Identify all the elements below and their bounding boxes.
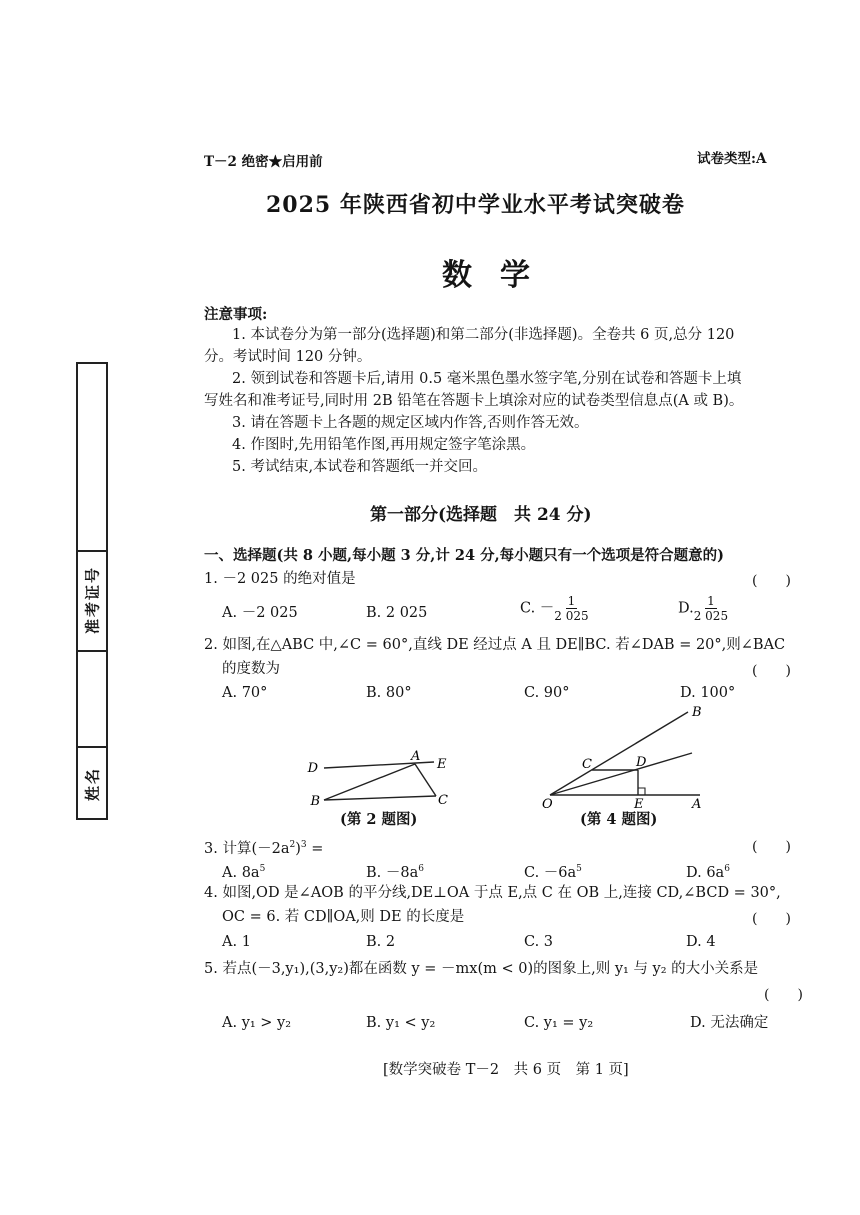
notice-item: 写姓名和准考证号,同时用 2B 铅笔在答题卡上填涂对应的试卷类型信息点(A 或 B)。 (204, 393, 744, 409)
q4-option-d: D. 4 (686, 934, 716, 950)
notice-item: 2. 领到试卷和答题卡后,请用 0.5 毫米黑色墨水签字笔,分别在试卷和答题卡上填 (232, 371, 742, 387)
figure-2 (300, 748, 470, 812)
point-c-label: C (582, 757, 592, 772)
notice-item: 3. 请在答题卡上各题的规定区域内作答,否则作答无效。 (232, 415, 589, 431)
q2-stem-line2: 的度数为 (222, 661, 280, 677)
q2-option-d: D. 100° (680, 685, 736, 701)
q3-option-c: C. $-6a^5$ (524, 864, 582, 881)
q5-option-b: B. y₁ < y₂ (366, 1015, 436, 1031)
confidential-code: T－2 绝密★启用前 (204, 154, 323, 170)
q4-option-c: C. 3 (524, 934, 554, 950)
q5-option-a: A. y₁ > y₂ (222, 1015, 292, 1031)
q3-option-a: A. $8a^5$ (222, 864, 266, 881)
notice-item: 1. 本试卷分为第一部分(选择题)和第二部分(非选择题)。全卷共 6 页,总分 120 (232, 327, 735, 343)
q3-option-d: D. $6a^6$ (686, 864, 730, 881)
q5-option-c: C. y₁ = y₂ (524, 1015, 594, 1031)
ray-ob (550, 712, 688, 795)
q4-answer-paren: ( ) (752, 911, 791, 927)
point-d-label: D (636, 755, 647, 770)
q1-option-a: A. －2 025 (222, 605, 298, 621)
candidate-info-box (76, 362, 108, 820)
segment-ab (324, 764, 415, 800)
paper-type: 试卷类型:A (697, 151, 767, 167)
figure-4 (538, 700, 718, 812)
point-o-label: O (542, 797, 553, 812)
q4-option-b: B. 2 (366, 934, 396, 950)
q1-answer-paren: ( ) (752, 573, 791, 589)
notice-item: 5. 考试结束,本试卷和答题纸一并交回。 (232, 459, 488, 475)
point-b-label: B (310, 794, 320, 809)
notice-item: 分。考试时间 120 分钟。 (204, 349, 372, 365)
notice-item: 4. 作图时,先用铅笔作图,再用规定签字笔涂黑。 (232, 437, 536, 453)
part1-title: 第一部分(选择题 共 24 分) (370, 505, 592, 525)
q3-stem: 3. 计算$(-2a^2)^3$ = (204, 840, 324, 857)
q2-option-b: B. 80° (366, 685, 412, 701)
q4-stem-line1: 4. 如图,OD 是∠AOB 的平分线,DE⊥OA 于点 E,点 C 在 OB 上,连接 CD,∠BCD = 30°, (204, 885, 781, 901)
q3-answer-paren: ( ) (752, 839, 791, 855)
q3-option-b: B. $-8a^6$ (366, 864, 424, 881)
ray-od (550, 753, 692, 795)
q1-stem: 1. －2 025 的绝对值是 (204, 571, 356, 587)
point-a-label: A (411, 749, 421, 764)
segment-ac (415, 764, 436, 796)
segment-bc (324, 796, 436, 800)
point-c-label: C (438, 793, 448, 808)
q1-option-d: D. $\frac{1}{2 025}$ (678, 594, 729, 623)
exam-id-label: 准考证号 (83, 565, 102, 635)
figure-2-caption: (第 2 题图) (340, 811, 418, 828)
q5-option-d: D. 无法确定 (690, 1015, 769, 1031)
q2-option-a: A. 70° (222, 685, 268, 701)
notice-heading: 注意事项: (204, 306, 268, 323)
divider (78, 650, 106, 652)
q4-option-a: A. 1 (222, 934, 251, 950)
point-e-label: E (634, 797, 644, 812)
divider (78, 550, 106, 552)
divider (78, 746, 106, 748)
q2-answer-paren: ( ) (752, 663, 791, 679)
section-heading: 一、选择题(共 8 小题,每小题 3 分,计 24 分,每小题只有一个选项是符合题意的) (204, 547, 725, 564)
exam-title: 2025 年陕西省初中学业水平考试突破卷 (266, 192, 685, 218)
right-angle-mark (638, 788, 645, 795)
point-e-label: E (437, 757, 447, 772)
page-footer: [数学突破卷 T－2 共 6 页 第 1 页] (383, 1062, 629, 1078)
name-label: 姓名 (83, 766, 102, 802)
q1-option-c: C. － $\frac{1}{2 025}$ (520, 594, 589, 623)
point-b-label: B (692, 705, 702, 720)
q5-answer-paren: ( ) (764, 987, 803, 1003)
q2-stem-line1: 2. 如图,在△ABC 中,∠C = 60°,直线 DE 经过点 A 且 DE∥BC. 若∠DAB = 20°,则∠BAC (204, 637, 786, 653)
figure-4-caption: (第 4 题图) (580, 811, 658, 828)
subject-title: 数学 (442, 258, 558, 293)
q4-stem-line2: OC = 6. 若 CD∥OA,则 DE 的长度是 (222, 909, 465, 925)
point-d-label: D (307, 761, 318, 776)
q2-option-c: C. 90° (524, 685, 570, 701)
q1-option-b: B. 2 025 (366, 605, 428, 621)
q5-stem: 5. 若点(－3,y₁),(3,y₂)都在函数 y = －mx(m < 0)的图象上,则 y₁ 与 y₂ 的大小关系是 (204, 961, 759, 977)
point-a-label: A (692, 797, 702, 812)
